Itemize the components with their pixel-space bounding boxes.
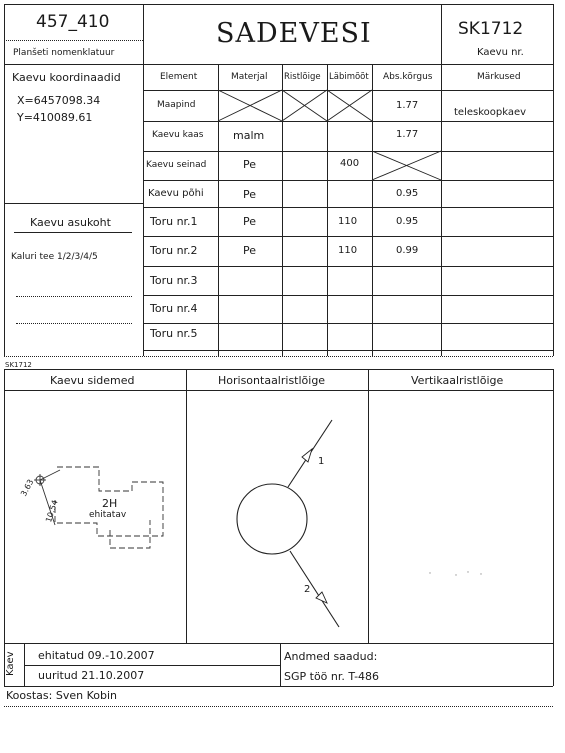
- table-row-element: Toru nr.5: [150, 327, 198, 340]
- table-row-diameter: 110: [338, 216, 358, 227]
- col-header-material: Materjal: [231, 72, 268, 82]
- table-row-element: Kaevu seinad: [146, 160, 207, 170]
- table-row-element: Kaevu kaas: [152, 130, 204, 140]
- table-row-abs: 1.77: [396, 100, 419, 111]
- author: Koostas: Sven Kobin: [6, 689, 117, 702]
- coordinate-y: Y=410089.61: [17, 111, 93, 124]
- coordinates-label: Kaevu koordinaadid: [12, 71, 121, 84]
- footer-side-label: Kaev: [5, 651, 16, 676]
- table-row-abs: 1.77: [396, 129, 419, 140]
- sketch-dim-2: 10.54: [44, 498, 60, 524]
- location-value: Kaluri tee 1/2/3/4/5: [11, 252, 98, 262]
- well-no-label: Kaevu nr.: [477, 47, 524, 58]
- table-row-element: Kaevu põhi: [148, 188, 204, 199]
- well-id: SK1712: [458, 19, 524, 39]
- sketch-dim-1: 3.63: [19, 477, 36, 498]
- table-row-abs: 0.99: [396, 245, 419, 256]
- table-row-material: Pe: [243, 215, 257, 228]
- table-row-abs: 0.95: [396, 216, 419, 227]
- table-row-material: malm: [233, 129, 265, 142]
- source-value: SGP töö nr. T-486: [284, 670, 380, 683]
- col-header-abs: Abs.kõrgus: [383, 72, 433, 82]
- surveyed-date: uuritud 21.10.2007: [38, 669, 145, 682]
- col-header-cross: Ristlõige: [284, 72, 321, 82]
- table-row-element: Toru nr.4: [150, 302, 198, 315]
- table-row-element: Toru nr.2: [150, 244, 198, 257]
- source-label: Andmed saadud:: [284, 650, 378, 663]
- table-row-material: Pe: [243, 188, 257, 201]
- page-title: SADEVESI: [216, 18, 372, 49]
- section-small-label: SK1712: [5, 361, 32, 369]
- table-row-material: Pe: [243, 158, 257, 171]
- table-row-material: Pe: [243, 244, 257, 257]
- pipe-label-1: 1: [318, 456, 325, 467]
- table-row-diameter: 110: [338, 245, 358, 256]
- location-label: Kaevu asukoht: [30, 216, 111, 229]
- table-row-element: Toru nr.3: [150, 274, 198, 287]
- section-col-links: Kaevu sidemed: [50, 374, 135, 387]
- sketch-building-label: ehitatav: [89, 510, 127, 520]
- section-col-horizontal: Horisontaalristlõige: [218, 374, 326, 387]
- sketch-building: 2H: [102, 497, 118, 510]
- table-row-diameter: 400: [340, 158, 360, 169]
- table-row-element: Maapind: [157, 100, 196, 110]
- nomenclature-value: 457_410: [36, 12, 110, 32]
- scan-specks: [429, 571, 481, 575]
- coordinate-x: X=6457098.34: [17, 94, 101, 107]
- table-row-abs: 0.95: [396, 188, 419, 199]
- cross-marks: [218, 90, 441, 180]
- col-header-diameter: Läbimõõt: [329, 72, 369, 82]
- col-header-notes: Märkused: [477, 72, 521, 82]
- table-row-element: Toru nr.1: [150, 215, 198, 228]
- col-header-element: Element: [160, 72, 198, 82]
- pipe-label-2: 2: [304, 584, 311, 595]
- section-col-vertical: Vertikaalristlõige: [411, 374, 504, 387]
- built-date: ehitatud 09.-10.2007: [38, 649, 155, 662]
- table-row-notes: teleskoopkaev: [454, 107, 527, 118]
- nomenclature-label: Planšeti nomenklatuur: [13, 48, 115, 58]
